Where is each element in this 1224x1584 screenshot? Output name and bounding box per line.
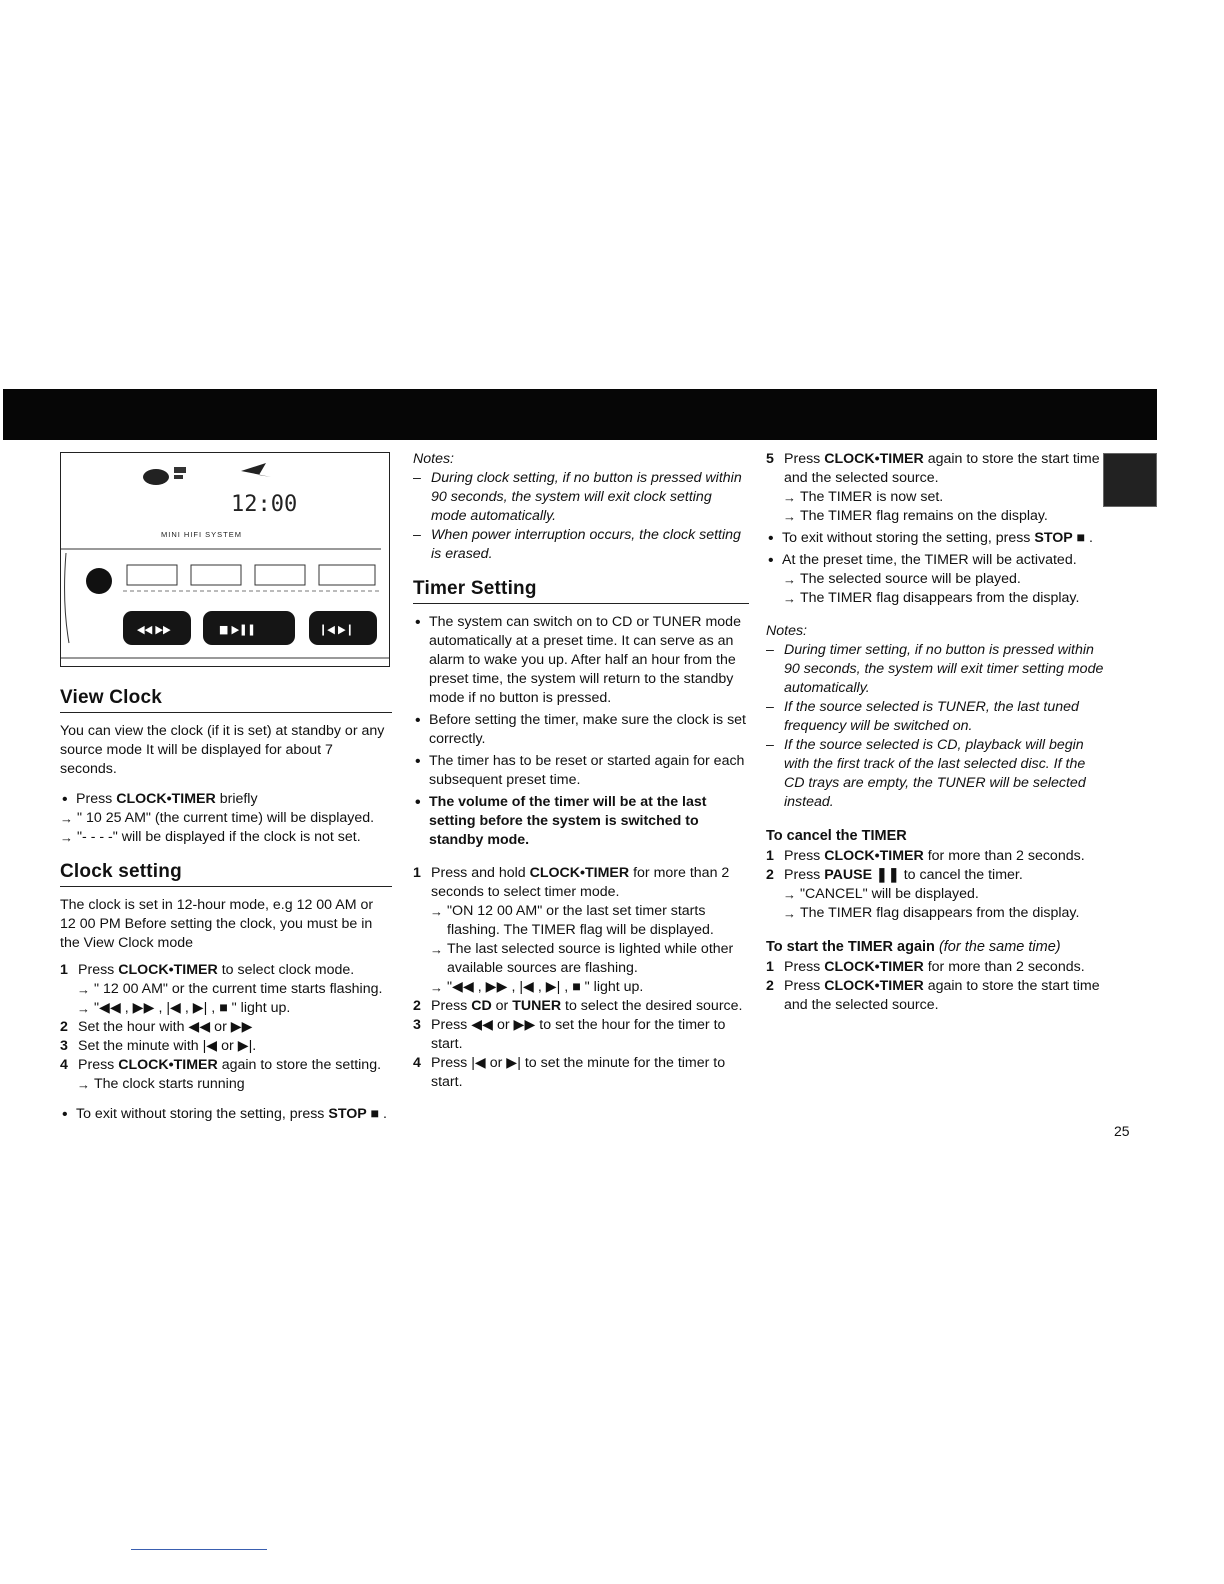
svg-text:◀◀ ▶▶: ◀◀ ▶▶ [137,623,171,636]
column-1 [60,452,392,1124]
svg-text:❙◀ ▶❙: ❙◀ ▶❙ [319,623,354,636]
timer-bullet-3: • The timer has to be reset or started again for each subsequent preset time. [413,752,749,790]
timer-bullet-1: • The system can switch on to CD or TUNER mode automatically at a preset time. It can serve as an alarm to wake you up. After half an hour from the preset time, the system will return to the standby mode if no button is pressed. [413,613,749,708]
mini-hifi-drawing [61,453,390,667]
timer-bullet-4: • The volume of the timer will be at the last setting before the system is switched to standby mode. [413,793,749,850]
clock-step-1-arrow-2: → "◀◀ , ▶▶ , |◀ , ▶| , ■ " light up. [77,999,392,1018]
display-time: 12:00 [231,492,298,517]
footer-rule [131,1549,267,1550]
clock-step-2: 2 Set the hour with ◀◀ or ▶▶ [60,1019,253,1035]
cancel-step-2: 2 Press PAUSE ❚❚ to cancel the timer. [766,867,1023,883]
timer-setting-heading: Timer Setting [413,578,749,604]
clock-exit-bullet: • To exit without storing the setting, press STOP ■ . [60,1105,392,1124]
timer-activate-arrow-2: → The TIMER flag disappears from the display. [783,589,1106,608]
timer-note-3: – If the source selected is CD, playback will begin with the first track of the last selected disc. If the CD trays are empty, the TUNER will be selected instead. [766,736,1106,812]
cancel-step-1: 1 Press CLOCK•TIMER for more than 2 seconds. [766,848,1085,864]
page-number: 25 [1114,1123,1130,1139]
brand-label: MINI HIFI SYSTEM [161,530,243,539]
timer-step-2: 2 Press CD or TUNER to select the desired source. [413,998,743,1014]
view-clock-arrow-2: → "- - - -" will be displayed if the clock is not set. [60,828,392,847]
cancel-arrow-1: → "CANCEL" will be displayed. [783,885,1106,904]
timer-activate-bullet: • At the preset time, the TIMER will be activated. [766,551,1106,570]
timer-note-1: – During timer setting, if no button is pressed within 90 seconds, the system will exit timer setting mode automatically. [766,641,1106,698]
start-timer-heading: To start the TIMER again (for the same time) [766,939,1061,955]
view-clock-heading: View Clock [60,687,392,713]
view-clock-bullet: • Press CLOCK•TIMER briefly [60,790,392,809]
notes-title-1: Notes: [413,451,455,467]
timer-bullet-2: • Before setting the timer, make sure the clock is set correctly. [413,711,749,749]
timer-step-1: 1 Press and hold CLOCK•TIMER for more than 2 seconds to select timer mode. [413,865,730,900]
view-clock-intro: You can view the clock (if it is set) at standby or any source mode It will be displayed for about 7 seconds. [60,723,385,777]
clock-step-1-arrow-1: → " 12 00 AM" or the current time starts flashing. [77,980,392,999]
timer-step-5-arrow-2: → The TIMER flag remains on the display. [783,507,1106,526]
cancel-arrow-2: → The TIMER flag disappears from the display. [783,904,1106,923]
clock-setting-heading: Clock setting [60,861,392,887]
timer-step-3: 3 Press ◀◀ or ▶▶ to set the hour for the timer to start. [413,1017,726,1052]
clock-step-4-arrow: → The clock starts running [77,1075,392,1094]
clock-note-1: – During clock setting, if no button is pressed within 90 seconds, the system will exit clock setting mode automatically. [413,469,749,526]
column-2 [413,450,749,1092]
section-tab-marker [1103,453,1157,507]
start-step-2: 2 Press CLOCK•TIMER again to store the start time and the selected source. [766,978,1100,1013]
clock-step-1: 1 Press CLOCK•TIMER to select clock mode. [60,962,355,978]
column-3 [766,450,1106,1015]
timer-note-2: – If the source selected is TUNER, the last tuned frequency will be switched on. [766,698,1106,736]
svg-text:■ ▶❚❚: ■ ▶❚❚ [219,623,256,636]
clock-setting-intro: The clock is set in 12-hour mode, e.g 12 00 AM or 12 00 PM Before setting the clock, you must be in the View Clock mode [60,897,374,951]
header-band [3,389,1157,440]
notes-title-2: Notes: [766,623,808,639]
start-step-1: 1 Press CLOCK•TIMER for more than 2 seconds. [766,959,1085,975]
timer-step-1-arrow-2: → The last selected source is lighted while other available sources are flashing. [430,940,749,978]
cancel-timer-heading: To cancel the TIMER [766,828,907,844]
display-icons [143,463,271,485]
timer-exit-bullet: • To exit without storing the setting, press STOP ■ . [766,529,1106,548]
timer-step-4: 4 Press |◀ or ▶| to set the minute for the timer to start. [413,1055,726,1090]
timer-step-5: 5 Press CLOCK•TIMER again to store the start time and the selected source. [766,451,1100,486]
view-clock-arrow-1: → " 10 25 AM" (the current time) will be displayed. [60,809,392,828]
timer-step-1-arrow-3: → "◀◀ , ▶▶ , |◀ , ▶| , ■ " light up. [430,978,749,997]
clock-note-2: – When power interruption occurs, the clock setting is erased. [413,526,749,564]
timer-step-1-arrow-1: → "ON 12 00 AM" or the last set timer starts flashing. The TIMER flag will be displayed. [430,902,749,940]
clock-step-3: 3 Set the minute with |◀ or ▶|. [60,1038,257,1054]
timer-step-5-arrow-1: → The TIMER is now set. [783,488,1106,507]
timer-activate-arrow-1: → The selected source will be played. [783,570,1106,589]
clock-step-4: 4 Press CLOCK•TIMER again to store the setting. [60,1057,382,1073]
device-illustration [60,452,390,667]
